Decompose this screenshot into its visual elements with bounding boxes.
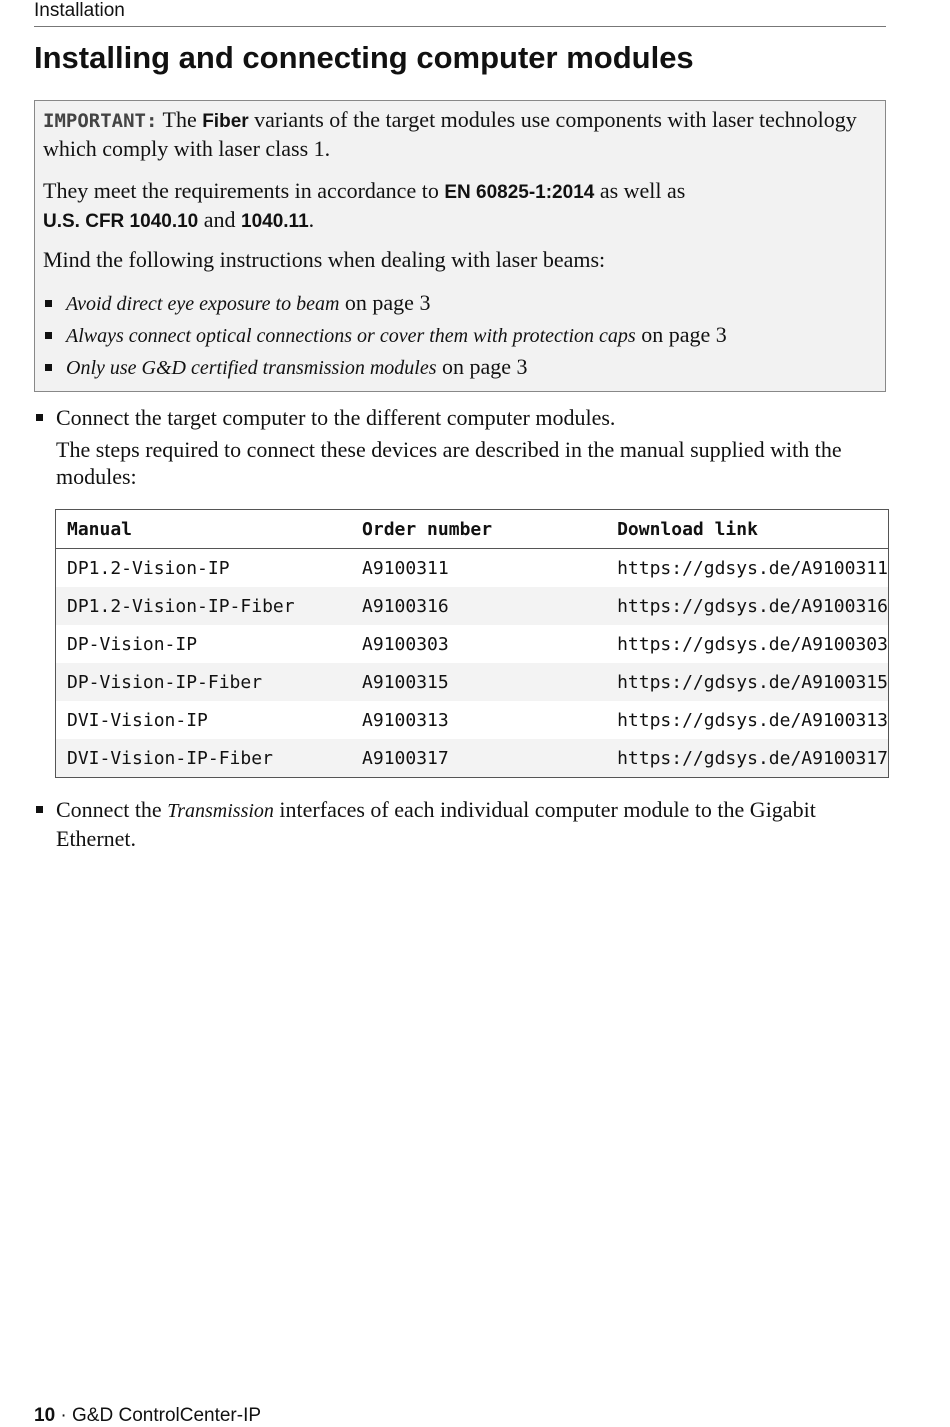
step-connect-target	[34, 404, 886, 494]
bullet-marker	[36, 414, 43, 421]
page-reference: on page 3	[641, 322, 727, 347]
download-link[interactable]: https://gdsys.de/A9100311	[617, 557, 888, 579]
notice-text: and	[203, 207, 236, 232]
table-header-row	[56, 510, 889, 549]
running-header: Installation	[34, 0, 125, 21]
footer-separator: ·	[60, 1405, 67, 1426]
page-title: Installing and connecting computer modules	[34, 40, 694, 75]
laser-instructions-list	[43, 289, 727, 385]
cross-reference-link[interactable]: Always connect optical connections or cover them with protection caps	[66, 325, 636, 347]
column-header-order-number: Order number	[351, 510, 606, 549]
transmission-term: Transmission	[167, 800, 274, 822]
column-header-download-link: Download link	[606, 510, 888, 549]
notice-paragraph-3: Mind the following instructions when dealing with laser beams:	[43, 247, 606, 272]
notice-paragraph-1	[43, 106, 875, 162]
notice-label: IMPORTANT:	[43, 110, 158, 132]
notice-paragraph-2	[43, 177, 875, 235]
cfr-reference: U.S. CFR 1040.10	[43, 211, 199, 232]
order-number: A9100316	[351, 587, 606, 625]
fiber-term: Fiber	[202, 111, 249, 132]
step-text: Connect the target computer to the different computer modules.	[56, 405, 616, 430]
cross-reference-link[interactable]: Avoid direct eye exposure to beam	[66, 293, 340, 315]
standard-reference: EN 60825-1:2014	[444, 182, 595, 203]
list-item[interactable]	[43, 289, 727, 321]
manual-name: DP-Vision-IP-Fiber	[56, 663, 352, 701]
step-text	[56, 796, 886, 852]
notice-text: The	[162, 107, 197, 132]
bullet-marker	[36, 806, 43, 813]
order-number: A9100317	[351, 739, 606, 778]
column-header-manual: Manual	[56, 510, 352, 549]
table-row	[56, 625, 889, 663]
download-link[interactable]: https://gdsys.de/A9100315	[606, 663, 888, 701]
download-link[interactable]: https://gdsys.de/A9100316	[606, 587, 888, 625]
table-row	[56, 739, 889, 778]
manuals-table	[55, 509, 889, 778]
list-item[interactable]	[43, 353, 727, 385]
manual-name: DVI-Vision-IP-Fiber	[56, 739, 352, 778]
manual-name: DP-Vision-IP	[67, 633, 198, 655]
download-link[interactable]: https://gdsys.de/A9100317	[606, 739, 888, 778]
order-number: A9100303	[362, 633, 449, 655]
table-row	[56, 587, 889, 625]
page-footer	[34, 1405, 261, 1427]
notice-text: They meet the requirements in accordance to	[43, 178, 439, 203]
table-row	[56, 549, 889, 588]
cross-reference-link[interactable]: Only use G&D certified transmission modules	[66, 357, 437, 379]
notice-text: variants of the target modules use components with laser technology which comply with laser class 1.	[43, 107, 857, 161]
manual-name: DP1.2-Vision-IP-Fiber	[56, 587, 352, 625]
step-text-part: Connect the	[56, 797, 162, 822]
download-link[interactable]: https://gdsys.de/A9100303	[617, 633, 888, 655]
download-link[interactable]: https://gdsys.de/A9100313	[617, 709, 888, 731]
cfr-reference: 1040.11	[241, 211, 309, 232]
header-rule	[34, 26, 886, 27]
order-number: A9100315	[351, 663, 606, 701]
manual-name: DP1.2-Vision-IP	[67, 557, 230, 579]
page-reference: on page 3	[344, 290, 431, 315]
step-connect-transmission	[34, 796, 886, 856]
notice-text: as well as	[599, 178, 686, 203]
manual-name: DVI-Vision-IP	[67, 709, 208, 731]
step-detail: The steps required to connect these devices are described in the manual supplied with the modules:	[56, 437, 842, 489]
list-item[interactable]	[43, 321, 727, 353]
step-text-part: interfaces of each individual computer module to the Gigabit Ethernet.	[56, 797, 816, 851]
table-row	[56, 701, 889, 739]
important-notice-box	[34, 100, 886, 392]
page-number: 10	[34, 1405, 56, 1426]
table-row	[56, 663, 889, 701]
notice-text: .	[308, 207, 315, 232]
order-number: A9100313	[362, 709, 449, 731]
page-reference: on page 3	[442, 354, 528, 379]
order-number: A9100311	[362, 557, 449, 579]
product-name: G&D ControlCenter-IP	[72, 1405, 262, 1426]
